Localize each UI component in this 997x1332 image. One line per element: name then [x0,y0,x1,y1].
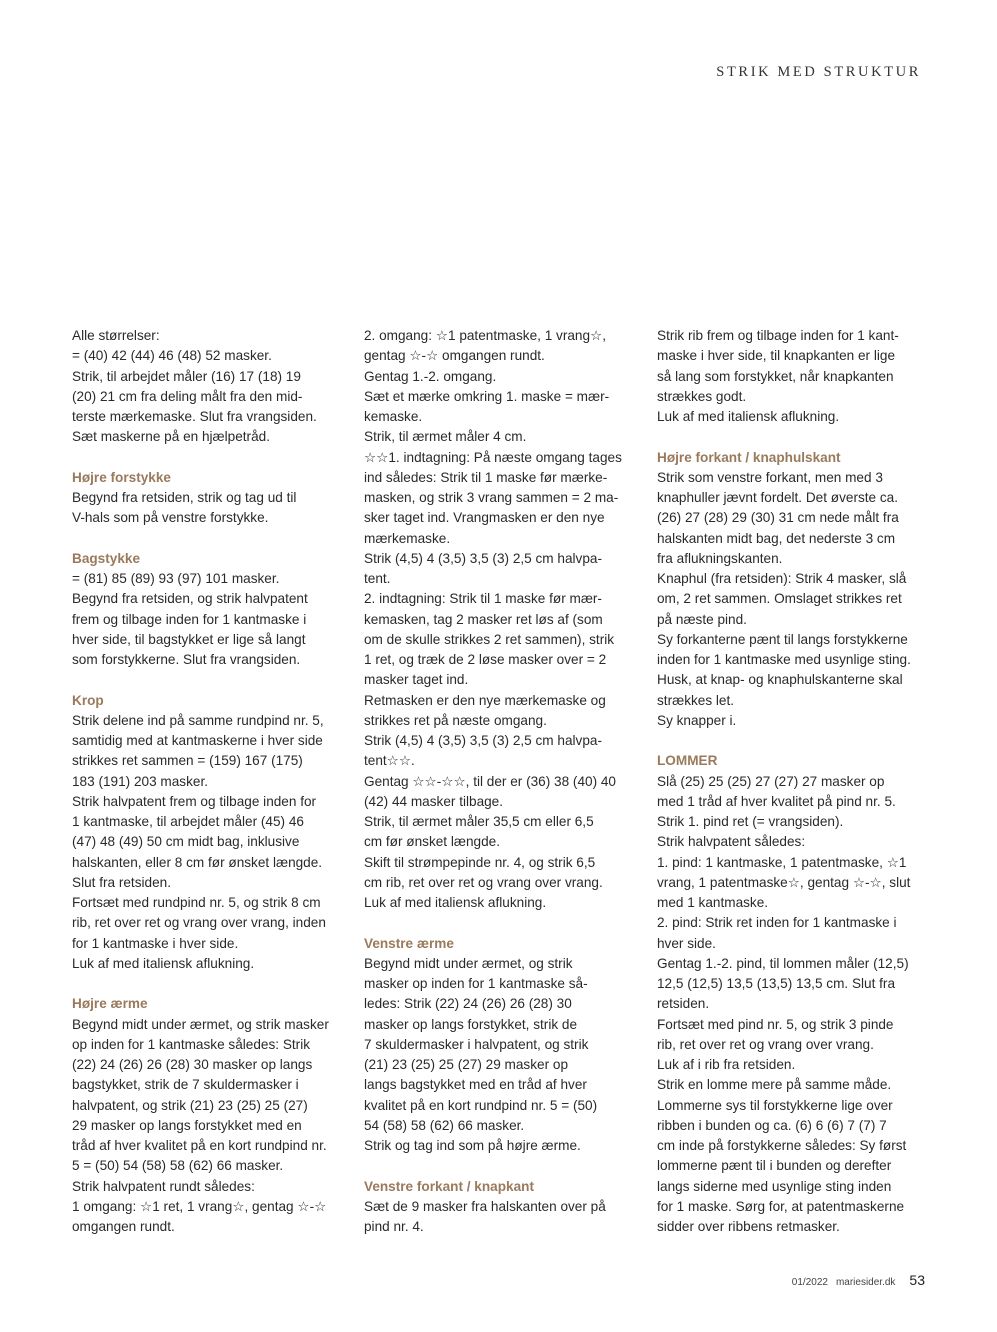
text-line: Begynd midt under ærmet, og strik masker [72,1016,329,1032]
text-line: 7 skuldermasker i halvpatent, og strik [364,1036,589,1052]
text-line: 2. pind: Strik ret inden for 1 kantmaske i [657,915,897,931]
text-line: masker op langs forstykket, strik de [364,1016,578,1032]
section-header: STRIK MED STRUKTUR [716,64,921,80]
text-line: tent☆☆. [364,753,415,769]
section-heading: LOMMER [657,753,718,769]
text-line: masken, og strik 3 vrang sammen = 2 ma- [364,490,619,505]
text-line: Slå (25) 25 (25) 27 (27) 27 masker op [657,773,885,789]
text-line: med 1 tråd af hver kvalitet på pind nr. 5. [657,793,896,809]
text-line: lommerne pænt til i bunden og derefter [657,1158,892,1174]
text-line: ind således: Strik til 1 maske før mærke- [364,469,608,485]
text-line: Begynd midt under ærmet, og strik [364,955,573,971]
text-line: 54 (58) 58 (62) 66 masker. [364,1117,525,1133]
text-line: Strik, til ærmet måler 4 cm. [364,429,527,445]
text-line: Strik, til ærmet måler 35,5 cm eller 6,5 [364,814,594,829]
text-line: pind nr. 4. [364,1219,424,1234]
text-line: = (81) 85 (89) 93 (97) 101 masker. [72,571,280,586]
text-line: bagstykket, strik de 7 skuldermasker i [72,1077,299,1093]
text-line: omgangen rundt. [72,1219,175,1234]
text-line: Sy knapper i. [657,712,737,728]
text-line: 29 masker op langs forstykket med en [72,1117,302,1133]
text-line: for 1 kantmaske i hver side. [72,935,239,951]
text-line: (22) 24 (26) 26 (28) 30 masker op langs [72,1057,313,1072]
text-line: Sæt et mærke omkring 1. maske = mær- [364,388,610,404]
section-heading: Venstre ærme [364,935,454,951]
text-line: med 1 kantmaske. [657,895,769,910]
text-line: 2. omgang: ☆1 patentmaske, 1 vrang☆, [364,328,607,343]
text-line: 1 kantmaske, til arbejdet måler (45) 46 [72,814,304,829]
text-line: Fortsæt med rundpind nr. 5, og strik 8 cm [72,895,321,910]
text-line: Slut fra retsiden. [72,874,171,890]
text-line: cm før ønsket længde. [364,834,500,850]
text-line: terste mærkemaske. Slut fra vrangsiden. [72,409,317,424]
text-line: inden for 1 kantmaske med usynlige sting. [657,652,911,667]
text-line: samtidig med at kantmaskerne i hver side [72,733,323,748]
text-line: halskanten, eller 8 cm før ønsket længde. [72,854,323,870]
text-line: langs bagstykket med en tråd af hver [364,1077,587,1093]
text-line: Strik halvpatent frem og tilbage inden for [72,793,317,809]
text-line: Sæt maskerne på en hjælpetråd. [72,429,270,445]
issue-date: 01/2022 [791,1277,828,1288]
text-line: 1. pind: 1 kantmaske, 1 patentmaske, ☆1 [657,854,907,870]
text-line: rib, ret over ret og vrang over vrang, inden [72,915,326,931]
text-line: halskanten midt bag, det nederste 3 cm [657,530,896,546]
text-line: Begynd fra retsiden, og strik halvpatent [72,591,308,607]
text-column-left [72,326,344,1237]
text-line: ledes: Strik (22) 24 (26) 26 (28) 30 [364,996,572,1012]
section-heading: Venstre forkant / knapkant [364,1178,534,1194]
text-line: Gentag 1.-2. pind, til lommen måler (12,5) [657,955,909,971]
text-line: = (40) 42 (44) 46 (48) 52 masker. [72,348,272,364]
text-line: Strik og tag ind som på højre ærme. [364,1138,581,1153]
section-heading: Krop [72,692,104,708]
text-line: V-hals som på venstre forstykke. [72,510,269,526]
section-heading: Højre forkant / knaphulskant [657,449,841,465]
text-line: Gentag ☆☆-☆☆, til der er (36) 38 (40) 40 [364,773,616,789]
text-line: halvpatent, og strik (21) 23 (25) 25 (27) [72,1097,308,1113]
text-line: Strik rib frem og tilbage inden for 1 kant- [657,328,899,343]
text-line: Strik (4,5) 4 (3,5) 3,5 (3) 2,5 cm halvpa- [364,550,602,566]
text-line: Strik halvpatent således: [657,834,806,850]
text-line: kvalitet på en kort rundpind nr. 5 = (50) [364,1097,598,1113]
text-line: Fortsæt med pind nr. 5, og strik 3 pinde [657,1016,894,1032]
text-line: Luk af med italiensk aflukning. [657,409,840,424]
text-line: Sæt de 9 masker fra halskanten over på [364,1198,606,1214]
text-line: (21) 23 (25) 25 (27) 29 masker op [364,1057,569,1072]
text-line: tent. [364,571,391,586]
text-line: cm rib, ret over ret og vrang over vrang. [364,874,603,890]
text-line: Strik en lomme mere på samme måde. [657,1077,892,1093]
text-line: rib, ret over ret og vrang over vrang. [657,1036,874,1052]
text-line: for 1 maske. Sørg for, at patentmaskerne [657,1198,905,1214]
text-line: gentag ☆-☆ omgangen rundt. [364,348,545,364]
text-line: Strik (4,5) 4 (3,5) 3,5 (3) 2,5 cm halvpa- [364,733,602,748]
text-line: om de skulle strikkes 2 ret sammen), strik [364,631,615,647]
text-line: Knaphul (fra retsiden): Strik 4 masker, slå [657,571,907,586]
text-line: ☆☆1. indtagning: På næste omgang tages [364,449,622,465]
text-line: strikkes ret sammen = (159) 167 (175) [72,753,303,769]
text-line: sker taget ind. Vrangmasken er den nye [364,510,605,526]
text-line: vrang, 1 patentmaske☆, gentag ☆-☆, slut [657,874,911,890]
text-line: kemaske. [364,409,423,424]
text-line: mærkemaske. [364,530,451,546]
text-line: 1 omgang: ☆1 ret, 1 vrang☆, gentag ☆-☆ [72,1198,327,1214]
section-heading: Højre ærme [72,996,148,1012]
text-line: Retmasken er den nye mærkemaske og [364,692,606,708]
text-line: Luk af i rib fra retsiden. [657,1057,796,1072]
text-line: frem og tilbage inden for 1 kantmaske i [72,611,307,627]
text-line: strækkes let. [657,692,735,708]
text-line: så lang som forstykket, når knapkanten [657,368,894,384]
text-line: 2. indtagning: Strik til 1 maske før mær- [364,591,602,607]
text-line: Skift til strømpepinde nr. 4, og strik 6,5 [364,854,596,870]
text-line: cm inde på forstykkerne således: Sy først [657,1138,907,1153]
text-line: Strik delene ind på samme rundpind nr. 5, [72,712,324,728]
text-line: tråd af hver kvalitet på en kort rundpind nr. [72,1138,327,1153]
section-heading: Bagstykke [72,550,141,566]
website: mariesider.dk [835,1277,896,1288]
text-line: som forstykkerne. Slut fra vrangsiden. [72,652,301,667]
text-line: Gentag 1.-2. omgang. [364,368,497,384]
text-line: langs siderne med usynlige sting inden [657,1178,892,1194]
text-line: op inden for 1 kantmaske således: Strik [72,1036,311,1052]
text-line: sidder over ribbens retmasker. [657,1219,840,1234]
text-line: (20) 21 cm fra deling målt fra den mid- [72,388,303,404]
text-line: Luk af med italiensk aflukning. [72,955,255,971]
text-line: Luk af med italiensk aflukning. [364,895,547,910]
text-line: strikkes ret på næste omgang. [364,712,547,728]
section-heading: Højre forstykke [72,469,171,485]
text-line: 5 = (50) 54 (58) 58 (62) 66 masker. [72,1158,284,1174]
text-line: 183 (191) 203 masker. [72,773,209,789]
text-line: Husk, at knap- og knaphulskanterne skal [657,672,903,688]
text-line: Lommerne sys til forstykkerne lige over [657,1097,893,1113]
text-line: om, 2 ret sammen. Omslaget strikkes ret [657,591,902,607]
text-line: Strik som venstre forkant, men med 3 [657,469,883,485]
text-line: på næste pind. [657,611,747,627]
text-line: hver side, til bagstykket er lige så langt [72,631,306,647]
text-line: Begynd fra retsiden, strik og tag ud til [72,490,297,505]
text-line: Strik 1. pind ret (= vrangsiden). [657,814,844,829]
text-line: kemasken, tag 2 masker ret løs af (som [364,611,603,627]
text-line: strækkes godt. [657,388,747,404]
text-line: knaphuller jævnt fordelt. Det øverste ca. [657,490,899,505]
text-line: (47) 48 (49) 50 cm midt bag, inklusive [72,834,300,850]
text-column-right [657,326,925,1237]
text-line: fra aflukningskanten. [657,550,783,566]
text-line: (42) 44 masker tilbage. [364,793,504,809]
text-line: maske i hver side, til knapkanten er lige [657,348,896,364]
page-footer [792,1272,925,1288]
text-line: Strik halvpatent rundt således: [72,1178,255,1194]
text-line: Strik, til arbejdet måler (16) 17 (18) 19 [72,368,301,384]
text-line: (26) 27 (28) 29 (30) 31 cm nede målt fra [657,510,899,526]
text-line: Alle størrelser: [72,328,160,343]
page-number: 53 [909,1272,925,1288]
text-line: retsiden. [657,996,710,1012]
text-line: 1 ret, og træk de 2 løse masker over = 2 [364,652,607,667]
text-line: hver side. [657,935,716,951]
text-line: ribben i bunden og ca. (6) 6 (6) 7 (7) 7 [657,1117,887,1133]
text-line: masker taget ind. [364,672,469,688]
text-line: 12,5 (12,5) 13,5 (13,5) 13,5 cm. Slut fra [657,976,896,991]
text-line: masker op inden for 1 kantmaske så- [364,976,588,991]
text-line: Sy forkanterne pænt til langs forstykkerne [657,631,908,647]
text-column-middle [364,326,636,1237]
